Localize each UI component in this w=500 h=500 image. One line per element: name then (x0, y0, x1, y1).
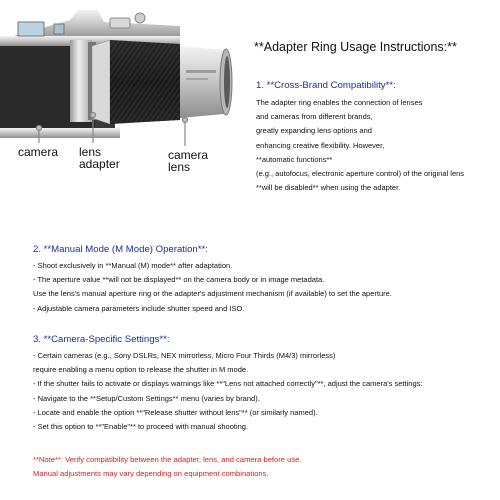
section2-line: Use the lens's manual aperture ring or the adapter's adjustment mechanism (if available) to set the aperture. (33, 289, 392, 299)
camera-lens-caption (168, 149, 208, 173)
section2-heading: 2. **Manual Mode (M Mode) Operation**: (33, 244, 208, 255)
section2-line: - The aperture value **will not be displayed** on the camera body or in image metadata. (33, 275, 325, 285)
section2-line: - Shoot exclusively in **Manual (M) mode** after adaptation. (33, 261, 233, 270)
camera-lens-caption-line: lens (168, 160, 191, 174)
section3-line: - If the shutter fails to activate or displays warnings like **"Lens not attached correctly"**, adjust the camera's settings: (33, 379, 423, 389)
camera-lens-caption-line: camera (168, 148, 209, 162)
page-title: **Adapter Ring Usage Instructions:** (254, 40, 457, 54)
section3-line: - Set this option to **"Enable"** to proceed with manual shooting. (33, 422, 249, 432)
section1-line: greatly expanding lens options and (256, 126, 372, 136)
section1-line: (e.g., autofocus, electronic aperture control) of the original lens (256, 169, 465, 179)
section1-line: enhancing creative flexibility. However, (256, 140, 385, 150)
note-line: **Note**: Verify compatibility between the adapter, lens, and camera before use. (33, 455, 302, 464)
lens-adapter-caption (79, 146, 120, 170)
note-line: Manual adjustments may vary depending on equipment combinations. (33, 469, 269, 478)
section1-line: **automatic functions** (256, 154, 333, 164)
section2-body (33, 259, 392, 316)
lens-adapter-caption-line: adapter (79, 157, 120, 171)
section3-heading: 3. **Camera-Specific Settings**: (33, 334, 170, 345)
section1-line: The adapter ring enables the connection of lenses (256, 98, 423, 107)
note (33, 453, 301, 481)
section3-body (33, 349, 422, 434)
section3-line: require enabling a menu option to release the shutter in M mode. (33, 365, 249, 375)
section3-line: - Certain cameras (e.g., Sony DSLRs, NEX mirrorless, Micro Four Thirds (M4/3) mirrorless) (33, 351, 336, 360)
section1-body (256, 96, 464, 195)
section3-line: - Locate and enable the option **"Release shutter without lens"** (or similarly named). (33, 407, 318, 417)
lens-adapter-caption-line: lens (79, 145, 102, 159)
section3-line: - Navigate to the **Setup/Custom Settings** menu (varies by brand). (33, 393, 260, 403)
section1-line: and cameras from different brands, (256, 112, 373, 122)
camera-caption: camera (18, 145, 59, 159)
camera-lens (92, 40, 232, 124)
section1-heading: 1. **Cross-Brand Compatibility**: (256, 80, 396, 91)
section2-line: - Adjustable camera parameters include shutter speed and ISO. (33, 303, 245, 313)
section1-line: **will be disabled** when using the adapter. (256, 183, 401, 193)
